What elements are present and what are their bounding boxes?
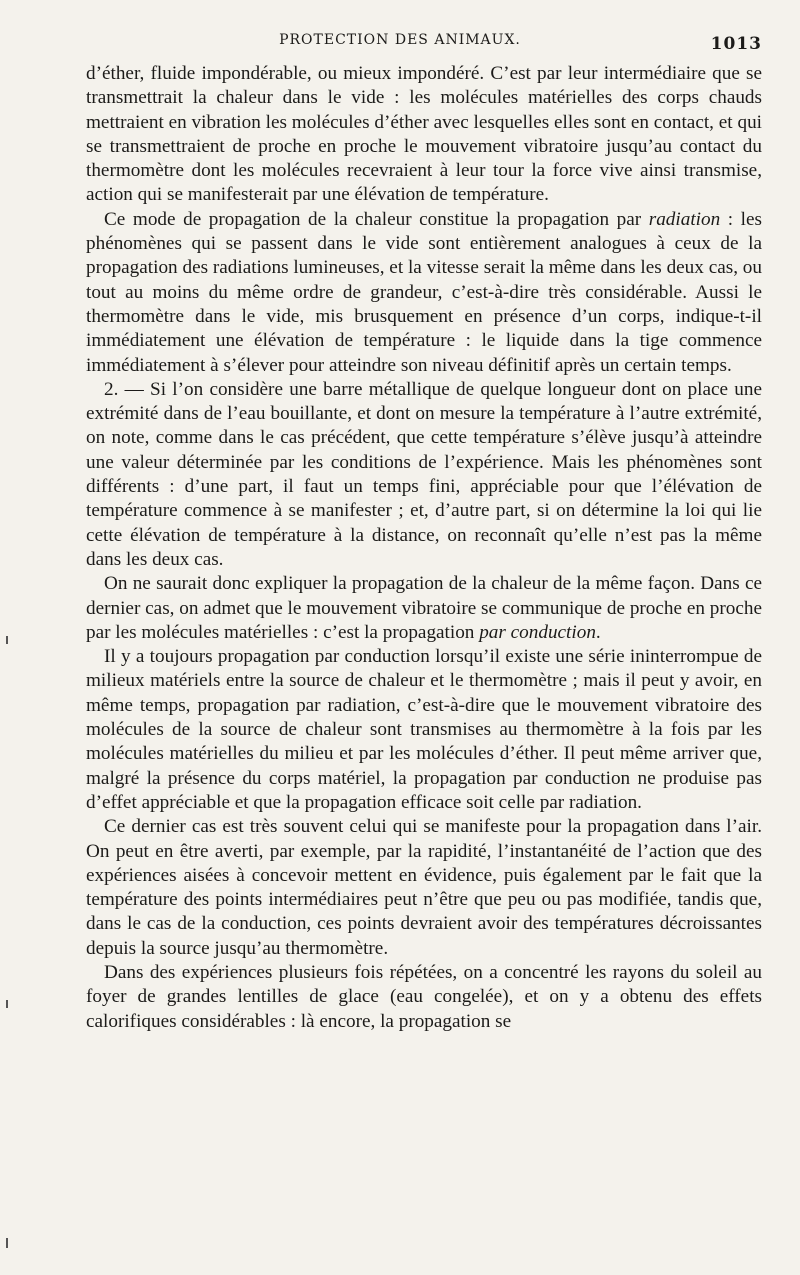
margin-mark (6, 1238, 8, 1248)
paragraph-2-text-cont: : les phénomènes qui se passent dans le vide sont entièrement analogues à ceux de la propagation des radiations lumineuses, et la vitesse serait la même dans les deux cas, ou tout au moins du même ordre de grandeur, c’est-à-dire très considérable. Aussi le thermomètre dans le vide, mis brusquement en présence d’un corps, indique-t-il immédiatement une élévation de température : le liquide dans la tige commence immédiatement à s’élever pour atteindre son niveau définitif après un certain temps. (86, 208, 762, 376)
paragraph-4-text: On ne saurait donc expliquer la propagation de la chaleur de la même façon. Dans ce dernier cas, on admet que le mouvement vibratoire se communique de proche en proche par les molécules matérielles : c’est la propagation (86, 573, 762, 643)
margin-mark (6, 636, 8, 644)
margin-mark (6, 1000, 8, 1008)
paragraph-2-text: Ce mode de propagation de la chaleur constitue la propagation par (104, 208, 649, 230)
term-radiation: radiation (648, 208, 721, 230)
paragraph-1: d’éther, fluide impondérable, ou mieux impondéré. C’est par leur intermédiaire que se transmettrait la chaleur dans le vide : les molécules matérielles des corps chauds mettraient en vibration les molécules d’éther avec lesquelles elles sont en contact, et qui se transmettraient de proche en proche le mouvement vibratoire jusqu’au contact du thermomètre dont les molécules recevraient à leur tour la force vive ainsi transmise, action qui se manifesterait par une élévation de température. (86, 63, 762, 206)
page-number: 1013 (710, 34, 762, 54)
paragraph-6: Ce dernier cas est très souvent celui qui se manifeste pour la propagation dans l’air. On peut en être averti, par exemple, par la rapidité, l’instantanéité de l’action que des expériences aisées à concevoir mettent en évidence, puis également par le fait que la température des points intermédiaires peut n’être que peu ou pas modifiée, tandis que, dans le cas de la conduction, ces points devraient avoir des températures décroissantes depuis la source jusqu’au thermomètre. (86, 816, 762, 959)
paragraph-7: Dans des expériences plusieurs fois répétées, on a concentré les rayons du soleil au foyer de grandes lentilles de glace (eau congelée), et on y a obtenu des effets calorifiques considérables : là encore, la propagation se (86, 961, 762, 1032)
paragraph-4-text-cont: . (595, 621, 601, 643)
body-text (86, 62, 762, 1034)
paragraph-4 (86, 572, 762, 645)
paragraph-5: Il y a toujours propagation par conduction lorsqu’il existe une série ininterrompue de milieux matériels entre la source de chaleur et le thermomètre ; mais il peut y avoir, en même temps, propagation par radiation, c’est-à-dire que le mouvement vibratoire des molécules de la source de chaleur sont transmises au thermomètre à la fois par les molécules matérielles du milieu et par les molécules d’éther. Il peut même arriver que, malgré la présence du corps matériel, la propagation par conduction ne produise pas d’effet appréciable et que la propagation efficace soit celle par radiation. (86, 646, 762, 813)
term-conduction: par conduction (479, 621, 596, 643)
page-header (0, 26, 800, 56)
paragraph-3: 2. — Si l’on considère une barre métallique de quelque longueur dont on place une extrémité dans de l’eau bouillante, et dont on mesure la température à l’autre extrémité, on note, comme dans le cas précédent, que cette température s’élève jusqu’à atteindre une valeur déterminée par les conditions de l’expérience. Mais les phénomènes sont différents : d’une part, il faut un temps fini, appréciable pour que l’élévation de température commence à se manifester ; et, d’autre part, si on détermine la loi qui lie cette élévation de température à la distance, on reconnaît qu’elle n’est pas la même dans les deux cas. (86, 378, 762, 570)
running-title: PROTECTION DES ANIMAUX. (279, 32, 521, 48)
paragraph-2 (86, 208, 762, 378)
